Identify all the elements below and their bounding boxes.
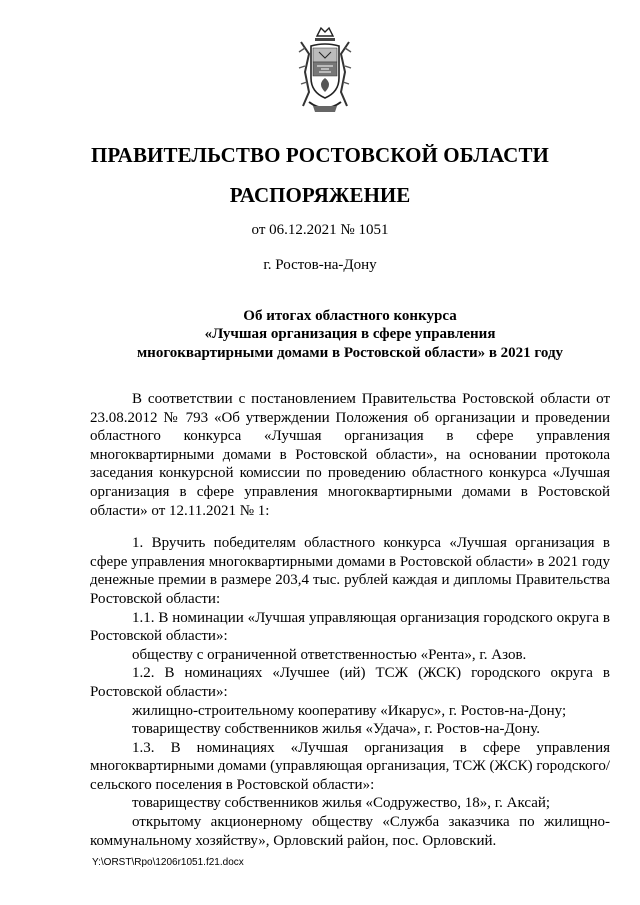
item-1-3: 1.3. В номинациях «Лучшая организация в сфере управления многоквартирными домами (управляющая организация, ТСЖ (ЖСК) городского/ сельского поселения в Ростовской области»: xyxy=(90,739,610,793)
organization-name: ПРАВИТЕЛЬСТВО РОСТОВСКОЙ ОБЛАСТИ xyxy=(91,143,549,167)
item-1-1-recipient: обществу с ограниченной ответственностью «Рента», г. Азов. xyxy=(132,646,527,663)
title-line-1: Об итогах областного конкурса xyxy=(243,308,457,324)
item-1-3-recipient-a: товариществу собственников жилья «Содружество, 18», г. Аксай; xyxy=(132,795,551,812)
item-1-2: 1.2. В номинациях «Лучшее (ий) ТСЖ (ЖСК) городского округа в Ростовской области»: xyxy=(90,665,610,700)
document-title xyxy=(60,307,640,362)
title-line-2: «Лучшая организация в сфере управления xyxy=(204,326,496,343)
title-line-3: многоквартирными домами в Ростовской области» в 2021 году xyxy=(136,344,564,361)
preamble-paragraph: В соответствии с постановлением Правительства Ростовской области от 23.08.2012 № 793 «Об утверждении Положения об организации и проведении областного конкурса «Лучшая организация в сфере управления многоквартирными домами в Ростовской области», на основании протокола заседания конкурсной комиссии по проведению областного конкурса «Лучшая организация в сфере управления многоквартирными домами в Ростовской области» от 12.11.2021 № 1: xyxy=(90,391,610,519)
document-date-number: от 06.12.2021 № 1051 xyxy=(251,222,389,238)
document-type: РАСПОРЯЖЕНИЕ xyxy=(229,183,411,207)
item-1-1: 1.1. В номинации «Лучшая управляющая организация городского округа в Ростовской области»: xyxy=(90,609,610,645)
document-place: г. Ростов-на-Дону xyxy=(263,257,377,273)
item-1-3-recipient-b: открытому акционерному обществу «Служба заказчика по жилищно-коммунальному хозяйству», Орловский район, пос. Орловский. xyxy=(90,814,610,849)
coat-of-arms-icon xyxy=(295,22,355,122)
item-1: 1. Вручить победителям областного конкурса «Лучшая организация в сфере управления многоквартирными домами в Ростовской области» в 2021 году денежные премии в размере 203,4 тыс. рублей каждая и дипломы Правительства Ростовской области: xyxy=(90,535,610,607)
document-body xyxy=(90,390,610,850)
item-1-2-recipient-a: жилищно-строительному кооперативу «Икарус», г. Ростов-на-Дону; xyxy=(132,702,567,719)
footer-file-path: Y:\ORST\Rpo\1206r1051.f21.docx xyxy=(92,857,244,868)
item-1-2-recipient-b: товариществу собственников жилья «Удача», г. Ростов-на-Дону. xyxy=(132,721,540,738)
